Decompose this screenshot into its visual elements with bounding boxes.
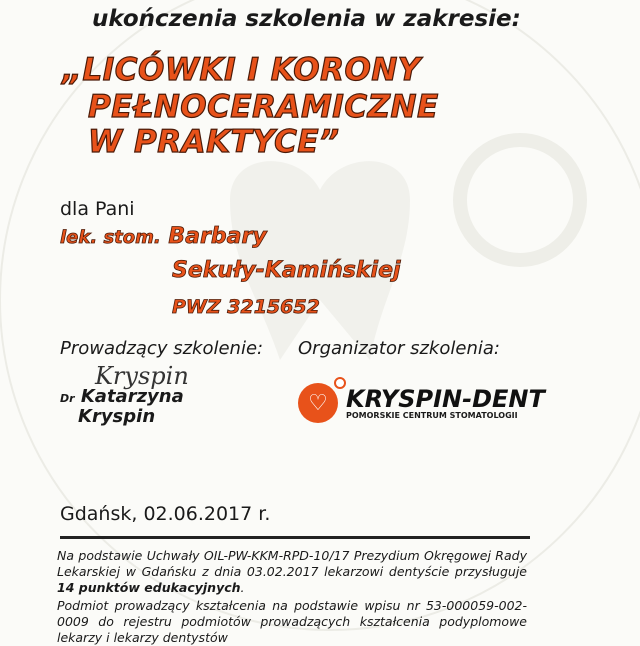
- tooth-icon: ♡: [298, 383, 338, 423]
- instructor-label: Prowadzący szkolenie:: [60, 338, 264, 359]
- recipient-last-name: Sekuły-Kamińskiej: [172, 258, 401, 283]
- note-points-end: .: [240, 580, 245, 595]
- place-date: Gdańsk, 02.06.2017 r.: [60, 503, 271, 525]
- note-points-text: Na podstawie Uchwały OIL-PW-KKM-RPD-10/17 Prezydium Okręgowej Rady Lekarskiej w Gdańsku z dnia 03.02.2017 lekarzowi dentyście przysługuje: [57, 548, 527, 579]
- note-registry: Podmiot prowadzący kształcenia na podstawie wpisu nr 53-000059-002-0009 do rejestru podmiotów prowadzących kształcenia podyplomowe lekarzy i lekarzy dentystów: [57, 598, 527, 645]
- instructor-signature: Kryspin: [95, 362, 189, 390]
- course-title-line1: „LICÓWKI I KORONY: [62, 52, 421, 88]
- organizer-label: Organizator szkolenia:: [298, 338, 500, 359]
- recipient-name-line1: [60, 224, 267, 249]
- instructor-first-name: Katarzyna: [80, 386, 184, 407]
- organizer-logo: [298, 383, 545, 423]
- brand-name: KRYSPIN-DENT: [346, 384, 545, 413]
- recipient-pwz: PWZ 3215652: [172, 296, 320, 318]
- note-points-bold: 14 punktów edukacyjnych: [57, 580, 241, 595]
- instructor-name-line1: [60, 386, 184, 407]
- certificate-subtitle: ukończenia szkolenia w zakresie:: [92, 6, 521, 32]
- course-title-line2: PEŁNOCERAMICZNE: [88, 89, 439, 125]
- divider: [60, 536, 530, 539]
- course-title-line3: W PRAKTYCE”: [88, 124, 340, 160]
- salutation: dla Pani: [60, 198, 135, 220]
- instructor-prefix: Dr: [60, 392, 75, 405]
- recipient-first-name: Barbary: [168, 224, 267, 249]
- recipient-title: lek. stom.: [60, 227, 161, 248]
- brand-subtitle: POMORSKIE CENTRUM STOMATOLOGII: [346, 410, 518, 420]
- note-points: [57, 548, 527, 596]
- instructor-last-name: Kryspin: [78, 406, 156, 427]
